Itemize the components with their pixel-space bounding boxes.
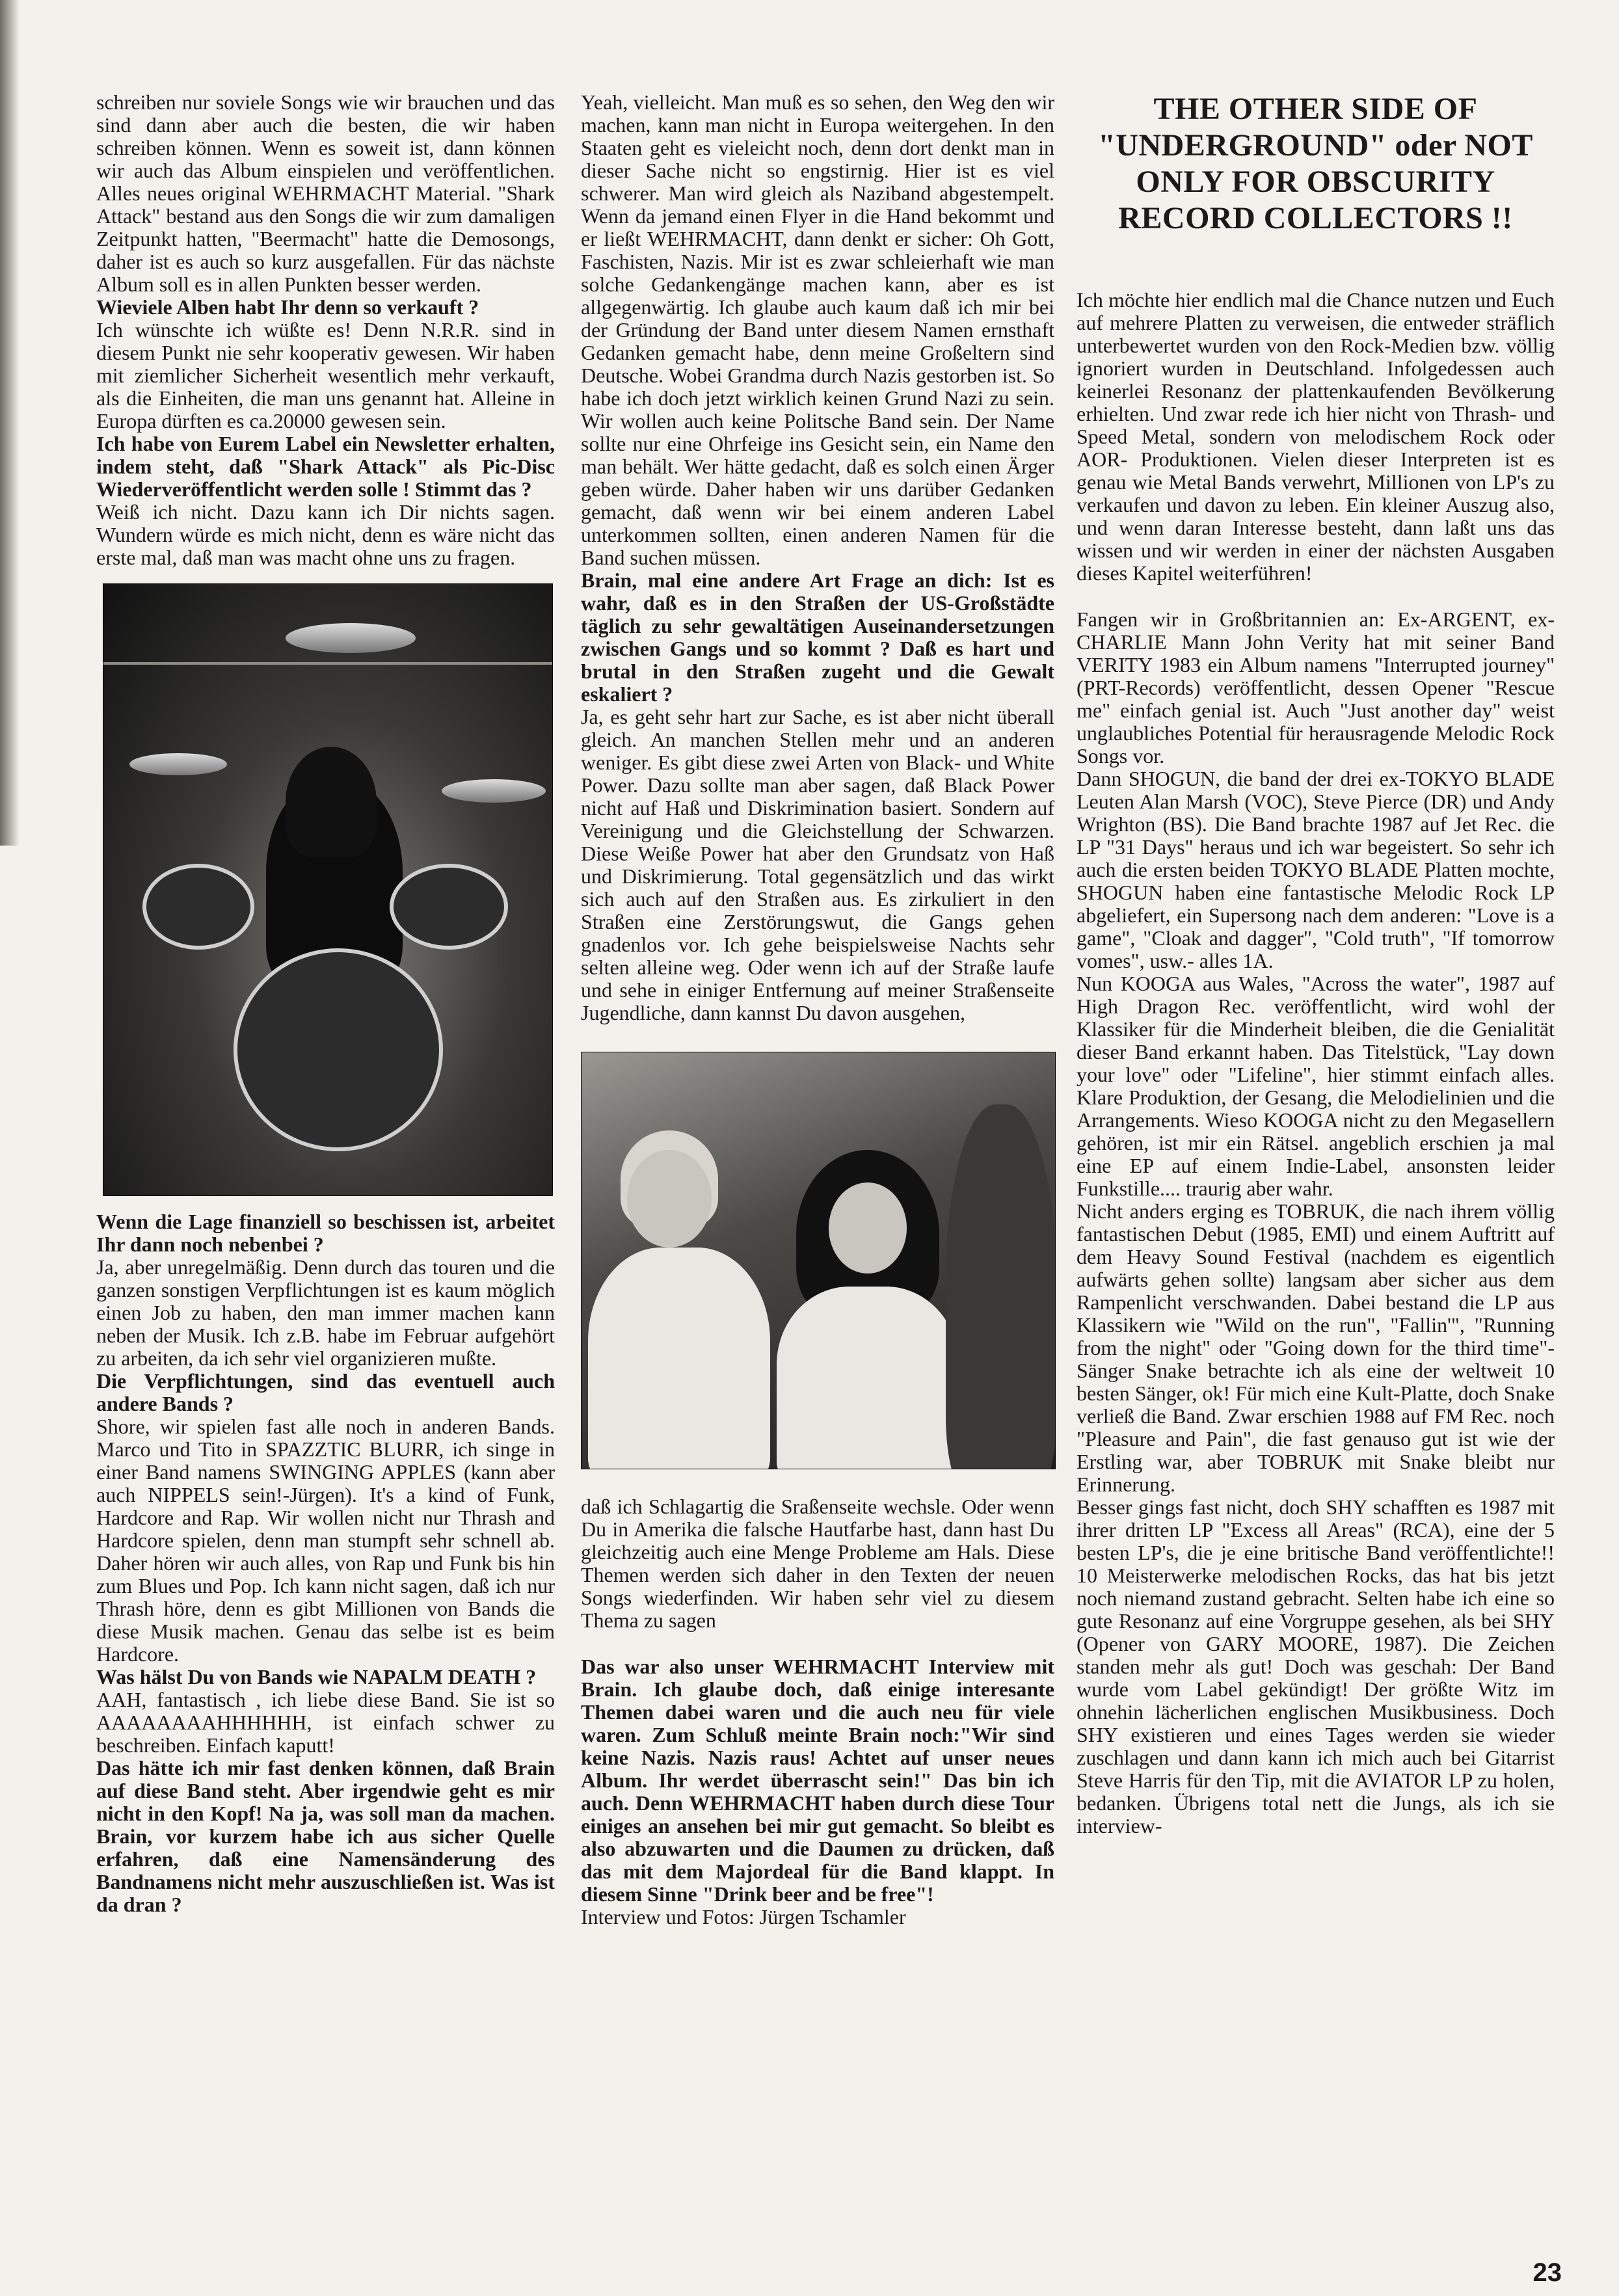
interview-answer: Ja, es geht sehr hart zur Sache, es ist aber nicht überall gleich. An manchen Stellen mehr und an anderen weniger. Es gibt diese zwei Arten von Black- und White Power. Dazu sollte man aber sagen, daß Black Power nicht auf Haß und Diskrimination basiert. Sondern auf Vereinigung und die Gleichstellung der Schwarzen. Diese Weiße Power hat aber den Grundsatz von Haß und Diskrimierung. Total gegensätzlich und das wirkt sich auch auf den Straßen aus. Es zirkuliert in den Straßen eine Zerstörungswut, die Gangs gehen gnadenlos vor. Ich gehe beispielsweise Nachts sehr selten alleine weg. Oder wenn ich auf der Straße laufe und sehe in einiger Entfernung auf meiner Straßenseite Jugendliche, dann kannst Du davon ausgehen,	[581, 705, 1054, 1024]
paragraph: Nicht anders erging es TOBRUK, die nach ihrem völlig fantastischen Debut (1985, EMI) und einem Auftritt auf dem Heavy Sound Festival (nachdem es eigentlich aufwärts gehen sollte) langsam aber sicher aus dem Rampenlicht verschwanden. Dabei bestand die LP aus Klassikern wie "Wild on the run", "Fallin'", "Running from the night" oder "Going down for the third time"- Sänger Snake betrachte ich als eine der weltweit 10 besten Sänger, ok! Für mich eine Kult-Platte, doch Snake verließ die Band. Zwar erschien 1988 auf FM Rec. noch "Pleasure and Pain", die fast genauso gut ist wie der Erstling war, aber TOBRUK mit Snake bleibt nur Erinnerung.	[1077, 1199, 1555, 1496]
interview-answer: Ja, aber unregelmäßig. Denn durch das touren und die ganzen sonstigen Verpflichtungen ist es kaum möglich einen Job zu haben, den man immer machen kann neben der Musik. Ich z.B. habe im Februar aufgehört zu arbeiten, da ich sehr viel organizieren mußte.	[96, 1255, 555, 1370]
interview-question: Ich habe von Eurem Label ein Newsletter erhalten, indem steht, daß "Shark Attack" als Pic-Disc Wiederveröffentlicht werden solle ! Stimmt das ?	[96, 432, 555, 501]
paragraph: Ich möchte hier endlich mal die Chance nutzen und Euch auf mehrere Platten zu verweisen, die entweder sträflich unterbewertet wurden von den Rock-Medien bzw. völlig ignoriert wurden in Deutschland. Infolgedessen auch keinerlei Resonanz der plattenkaufenden Bevölkerung erhielten. Und zwar rede ich hier nicht von Thrash- und Speed Metal, sondern von melodischem Rock oder AOR- Produktionen. Vielen dieser Interpreten ist es genau wie Metal Bands verwehrt, Millionen von LP's zu verkaufen und davon zu leben. Ein kleiner Auszug also, und wenn daran Interesse besteht, dann laßt uns das wissen und wir werden in einer der nächsten Ausgaben dieses Kapitel weiterführen!	[1077, 288, 1555, 585]
interview-answer: daß ich Schlagartig die Sraßenseite wechsle. Oder wenn Du in Amerika die falsche Hautfarbe hast, dann hast Du gleichzeitig auch eine Menge Probleme am Hals. Diese Themen werden sich daher in den Texten der neuen Songs wiederfinden. Wir haben sehr viel zu diesem Thema zu sagen	[581, 1495, 1054, 1632]
drummer-photo	[103, 583, 553, 1196]
closing-paragraph: Das war also unser WEHRMACHT Interview mit Brain. Ich glaube doch, daß einige interesante Themen dabei waren und die auch neu für viele waren. Zum Schluß meinte Brain noch:"Wir sind keine Nazis. Nazis raus! Achtet auf unser neues Album. Ihr werdet überrascht sein!" Das bin ich auch. Denn WEHRMACHT haben durch diese Tour einiges an ansehen bei mir gut gemacht. So bleibt es also abzuwarten und die Daumen zu drücken, daß das mit dem Majordeal für die Band klappt. In diesem Sinne "Drink beer and be free"!	[581, 1655, 1054, 1906]
interview-answer: Weiß ich nicht. Dazu kann ich Dir nichts sagen. Wundern würde es mich nicht, denn es wäre nicht das erste mal, daß man was macht ohne uns zu fragen.	[96, 500, 555, 569]
interview-question: Was hälst Du von Bands wie NAPALM DEATH ?	[96, 1665, 537, 1689]
column-right	[1077, 91, 1555, 1837]
interview-answer: Shore, wir spielen fast alle noch in anderen Bands. Marco und Tito in SPAZZTIC BLURR, ich singe in einer Band namens SWINGING APPLES (kann aber auch NIPPELS sein!-Jürgen). It's a kind of Funk, Hardcore and Rap. Wir wollen nicht nur Thrash and Hardcore spielen, denn man stumpft sehr schnell ab. Daher hören wir auch alles, von Rap und Funk bis hin zum Blues und Pop. Ich kann nicht sagen, daß ich nur Thrash höre, denn es gibt Millionen von Bands die diese Musik machen. Genau das selbe ist es beim Hardcore.	[96, 1415, 555, 1666]
interview-question: Wieviele Alben habt Ihr denn so verkauft ?	[96, 295, 479, 319]
paragraph: Dann SHOGUN, die band der drei ex-TOKYO BLADE Leuten Alan Marsh (VOC), Steve Pierce (DR) und Andy Wrighton (BS). Die Band brachte 1987 auf Jet Rec. die LP "31 Days" heraus und ich war begeistert. So sehr ich auch die ersten beiden TOKYO BLADE Platten mochte, SHOGUN haben eine fantastische Melodic Rock LP abgeliefert, ein Supersong nach dem anderen: "Love is a game", "Cloak and dagger", "Cold truth", "If tomorrow vomes", usw.- alles 1A.	[1077, 767, 1555, 972]
interview-answer: Yeah, vielleicht. Man muß es so sehen, den Weg den wir machen, kann man nicht in Europa weitergehen. In den Staaten geht es vieleicht noch, denn dort denkt man in dieser Sache nicht so engstirnig. Hier ist es viel schwerer. Man wird gleich als Naziband abgestempelt. Wenn da jemand einen Flyer in die Hand bekommt und er ließt WEHRMACHT, dann denkt er sicher: Oh Gott, Faschisten, Nazis. Mir ist es zwar schleierhaft wie man solche Gedankengänge machen kann, aber es ist allgegenwärtig. Ich glaube auch kaum daß ich mir bei der Gründung der Band unter diesem Namen ernsthaft Gedanken gemacht habe, denn meine Großeltern sind Deutsche. Wobei Grandma durch Nazis gestorben ist. So habe ich doch jetzt wirklich keinen Grund Nazi zu sein. Wir wollen auch keine Politsche Band sein. Der Name sollte nur eine Ohrfeige ins Gesicht sein, ein Name den man behält. Wer hätte gedacht, daß es solch einen Ärger geben würde. Daher haben wir uns darüber Gedanken gemacht, daß wenn wir bei einem anderen Label unterkommen sollten, einen anderen Namen für die Band suchen müssen.	[581, 90, 1054, 569]
interview-answer: Ich wünschte ich wüßte es! Denn N.R.R. sind in diesem Punkt nie sehr kooperativ gewesen. Wir haben mit ziemlicher Sicherheit wesentlich mehr verkauft, als die Einheiten, die man uns genannt hat. Alleine in Europa dürften es ca.20000 gewesen sein.	[96, 318, 555, 433]
photo-credit: Interview und Fotos: Jürgen Tschamler	[581, 1905, 906, 1929]
band-members-photo	[581, 1052, 1056, 1469]
article-headline: THE OTHER SIDE OF "UNDERGROUND" oder NOT ONLY FOR OBSCURITY RECORD COLLECTORS !!	[1098, 92, 1533, 235]
paragraph: Nun KOOGA aus Wales, "Across the water", 1987 auf High Dragon Rec. veröffentlicht, wird wohl der Klassiker für die Minderheit bleiben, die die Genialität dieser Band erkannt haben. Das Titelstück, "Lay down your love" oder "Lifeline", hier stimmt einfach alles. Klare Produktion, der Gesang, die Melodielinien und die Arrangements. Wieso KOOGA nicht zu den Megasellern gehören, ist mir ein Rätsel. angeblich erschien ja mal eine EP auf einem Indie-Label, ansonsten leider Funkstille.... traurig aber wahr.	[1077, 972, 1555, 1200]
scan-edge	[0, 0, 20, 846]
interview-question: Das hätte ich mir fast denken können, daß Brain auf diese Band steht. Aber irgendwie geht es mir nicht in den Kopf! Na ja, was soll man da machen. Brain, vor kurzem habe ich aus sicher Quelle erfahren, daß eine Namensänderung des Bandnamens nicht mehr auszuschließen ist. Was ist da dran ?	[96, 1756, 555, 1916]
paragraph: Fangen wir in Großbritannien an: Ex-ARGENT, ex-CHARLIE Mann John Verity hat mit seiner Band VERITY 1983 ein Album namens "Interrupted journey" (PRT-Records) veröffentlicht, dessen Opener "Rescue me" einfach genial ist. Auch "Just another day" weist unglaubliches Potential für herausragende Melodic Rock Songs vor.	[1077, 607, 1555, 768]
interview-question: Brain, mal eine andere Art Frage an dich: Ist es wahr, daß es in den Straßen der US-Großstädte täglich zu sehr gewaltätigen Auseinandersetzungen zwischen Gangs und so kommt ? Daß es hart und brutal in den Straßen zugeht und die Gewalt eskaliert ?	[581, 568, 1054, 706]
interview-question: Die Verpflichtungen, sind das eventuell auch andere Bands ?	[96, 1369, 555, 1415]
page-number: 23	[1532, 2258, 1562, 2287]
column-left	[96, 91, 555, 1916]
paragraph: schreiben nur soviele Songs wie wir brauchen und das sind dann aber auch die besten, die wir haben schreiben können. Wenn es soweit ist, dann können wir auch das Album einspielen und veröffentlichen. Alles neues original WEHRMACHT Material. "Shark Attack" bestand aus den Songs die wir zum damaligen Zeitpunkt hatten, "Beermacht" hatte die Demosongs, daher ist es auch so kurz ausgefallen. Für das nächste Album soll es in allen Punkten besser werden.	[96, 90, 555, 296]
interview-answer: AAH, fantastisch , ich liebe diese Band. Sie ist so AAAAAAAAHHHHHH, ist einfach schwer zu beschreiben. Einfach kaputt!	[96, 1688, 555, 1757]
interview-question: Wenn die Lage finanziell so beschissen ist, arbeitet Ihr dann noch nebenbei ?	[96, 1210, 555, 1256]
paragraph: Besser gings fast nicht, doch SHY schafften es 1987 mit ihrer dritten LP "Excess all Areas" (RCA), eine der 5 besten LP's, die je eine britische Band veröffentlichte!! 10 Meisterwerke melodischen Rocks, das hat bis jetzt noch niemand zustand gebracht. Selten habe ich eine so gute Resonanz auf eine Vorgruppe gesehen, als bei SHY (Opener von GARY MOORE, 1987). Die Zeichen standen mehr als gut! Doch was geschah: Der Band wurde vom Label gekündigt! Der größte Witz im ohnehin lächerlichen englischen Musikbusiness. Doch SHY existieren und eines Tages werden sie wieder zuschlagen und dann kann ich mich auch bei Gitarrist Steve Harris für den Tip, mit die AVIATOR LP zu holen, bedanken. Übrigens total nett die Jungs, als ich sie interview-	[1077, 1495, 1555, 1837]
column-middle	[581, 91, 1054, 1929]
